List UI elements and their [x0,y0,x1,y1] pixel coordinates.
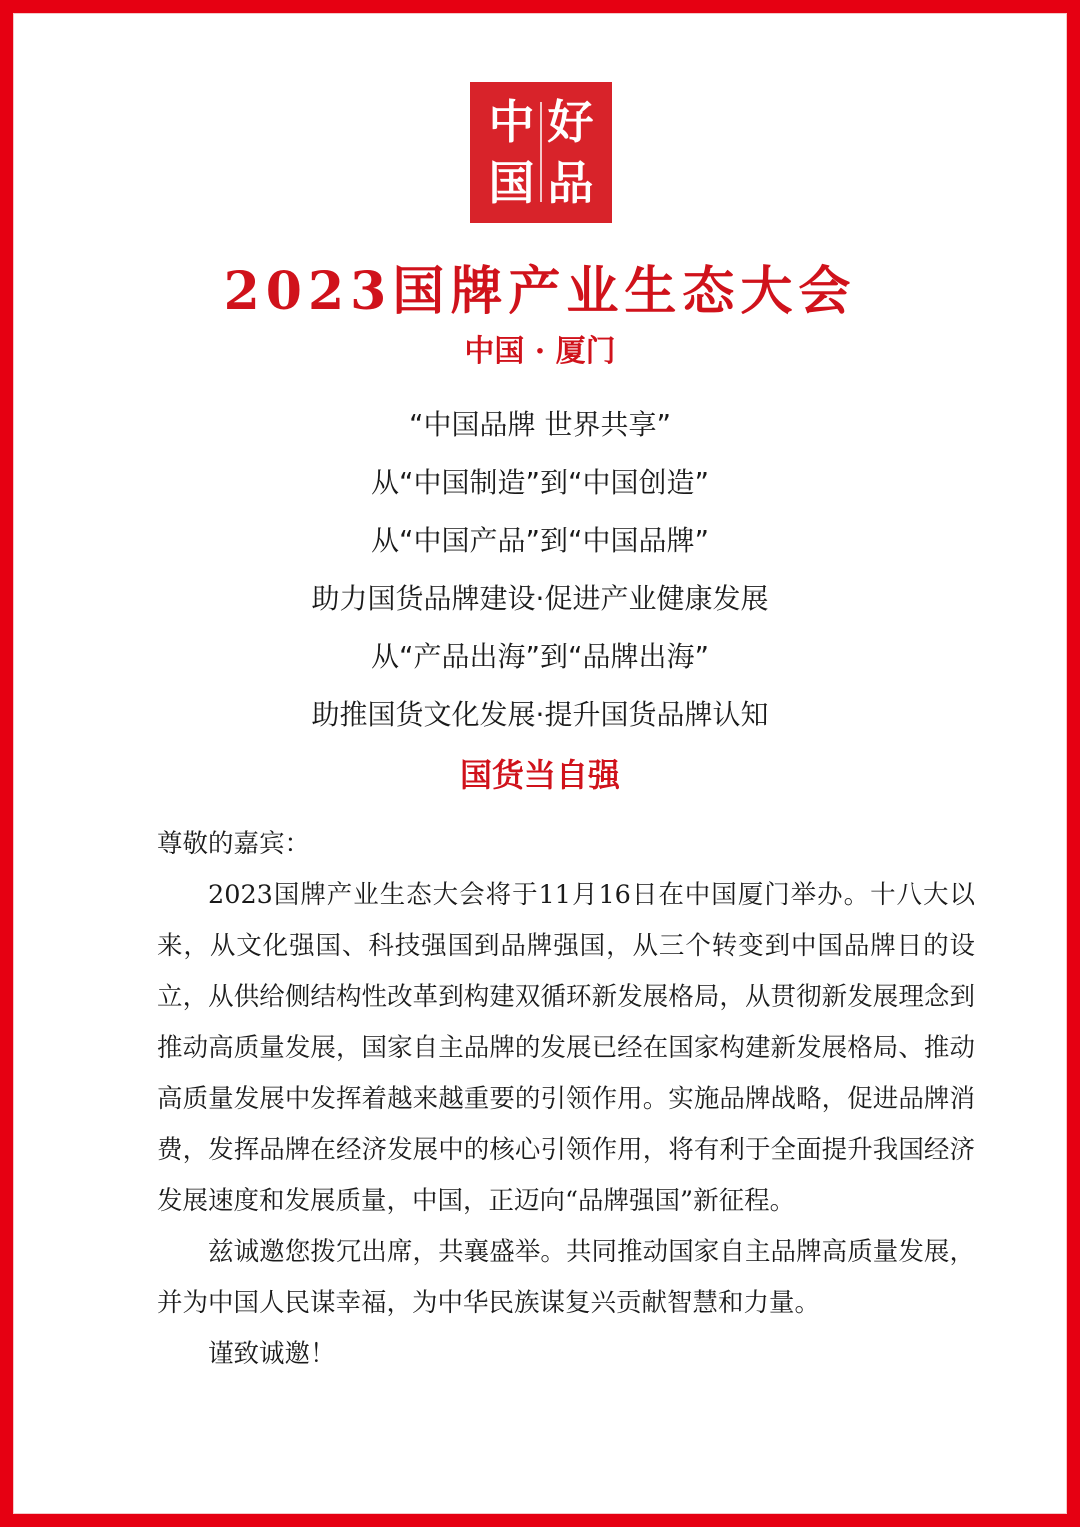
logo-char: 品 [547,156,594,210]
invitation-letter [157,819,975,1380]
slogan-line: 助推国货文化发展·提升国货品牌认知 [311,698,769,731]
slogan-list [14,396,1066,744]
page-title: 2023国牌产业生态大会 [223,261,857,322]
logo-divider [540,102,542,202]
brand-logo [470,82,612,223]
logo-char: 中 [488,95,535,149]
slogan-line: 从“产品出海”到“品牌出海” [370,640,710,673]
logo-char: 好 [547,95,594,149]
logo-char: 国 [488,156,535,210]
invitation-page [13,13,1067,1514]
letter-paragraph: 兹诚邀您拨冗出席，共襄盛举。共同推动国家自主品牌高质量发展，并为中国人民谋幸福，为中华民族谋复兴贡献智慧和力量。 [157,1237,975,1318]
highlight-slogan: 国货当自强 [459,756,620,794]
slogan-line: 从“中国制造”到“中国创造” [370,466,710,499]
slogan-line: 从“中国产品”到“中国品牌” [370,524,710,557]
slogan-line: 助力国货品牌建设·促进产业健康发展 [311,582,769,615]
slogan-line: “中国品牌 世界共享” [409,408,671,441]
event-location: 中国 · 厦门 [464,334,616,369]
letter-paragraph: 2023国牌产业生态大会将于11月16日在中国厦门举办。十八大以来，从文化强国、科技强国到品牌强国，从三个转变到中国品牌日的设立，从供给侧结构性改革到构建双循环新发展格局，从贯彻新发展理念到推动高质量发展，国家自主品牌的发展已经在国家构建新发展格局、推动高质量发展中发挥着越来越重要的引领作用。实施品牌战略，促进品牌消费，发挥品牌在经济发展中的核心引领作用，将有利于全面提升我国经济发展速度和发展质量，中国，正迈向“品牌强国”新征程。 [157,880,975,1216]
letter-greeting: 尊敬的嘉宾： [157,829,311,859]
letter-closing: 谨致诚邀！ [208,1339,336,1369]
